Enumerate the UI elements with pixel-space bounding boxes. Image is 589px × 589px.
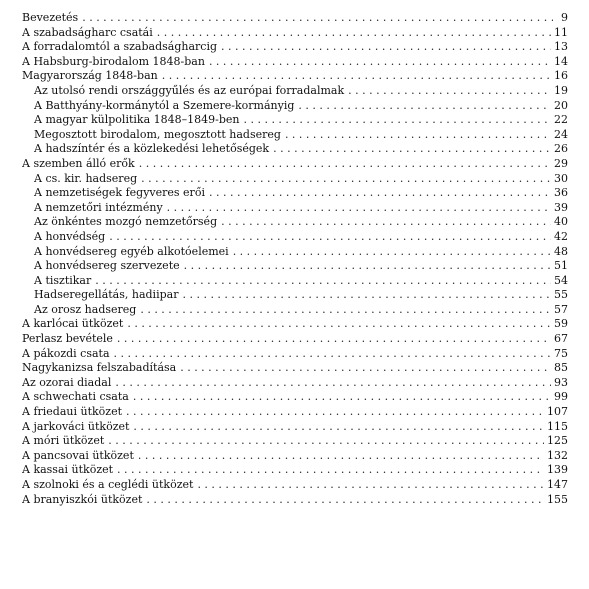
- toc-entry-title: A szemben álló erők: [22, 156, 135, 170]
- toc-entry: [22, 84, 568, 99]
- toc-entry: [22, 463, 568, 478]
- toc-entry-title: A szolnoki és a ceglédi ütközet: [22, 478, 194, 491]
- toc-entry-page-number: 29: [554, 156, 568, 170]
- toc-entry-title: Perlasz bevétele: [22, 332, 113, 346]
- toc-entry-title: A Batthyány-kormánytól a Szemere-kormányig: [34, 98, 295, 112]
- toc-entry: [22, 478, 568, 493]
- toc-entry-page-number: 147: [547, 478, 568, 491]
- dot-leader: [133, 420, 544, 435]
- dot-leader: [82, 11, 553, 26]
- toc-entry-page-number: 93: [554, 375, 568, 389]
- toc-entry-title: A hadszíntér és a közlekedési lehetőségek: [34, 142, 270, 156]
- toc-entry-title: A cs. kir. hadsereg: [34, 171, 138, 185]
- toc-entry-title: Az ozorai diadal: [22, 375, 112, 389]
- toc-entry-title: A nemzetőri intézmény: [34, 200, 163, 214]
- toc-entry-page-number: 125: [547, 434, 568, 448]
- toc-entry-title: A Habsburg-birodalom 1848-ban: [22, 54, 205, 68]
- toc-entry-title: A honvédség: [34, 229, 106, 243]
- toc-entry-page-number: 22: [554, 113, 568, 127]
- toc-entry-page-number: 40: [554, 215, 568, 229]
- dot-leader: [126, 405, 544, 420]
- dot-leader: [180, 361, 551, 376]
- dot-leader: [115, 376, 551, 391]
- toc-entry: [22, 230, 568, 245]
- dot-leader: [117, 332, 551, 347]
- toc-entry-title: A honvédsereg egyéb alkotóelemei: [34, 244, 229, 258]
- toc-entry-title: A forradalomtól a szabadságharcig: [22, 40, 217, 54]
- dot-leader: [138, 449, 544, 464]
- toc-entry: [22, 259, 568, 274]
- toc-entry-page-number: 48: [554, 244, 568, 258]
- toc-entry-title: A szabadságharc csatái: [22, 25, 153, 39]
- toc-entry: [22, 128, 568, 143]
- toc-entry: [22, 347, 568, 362]
- toc-entry-page-number: 26: [554, 142, 568, 156]
- toc-entry-title: Bevezetés: [22, 11, 79, 24]
- dot-leader: [140, 303, 551, 318]
- dot-leader: [167, 201, 551, 216]
- toc-entry-title: A tisztikar: [34, 273, 92, 287]
- toc-entry-page-number: 9: [561, 11, 568, 24]
- dot-leader: [162, 69, 551, 84]
- dot-leader: [273, 142, 551, 157]
- dot-leader: [146, 493, 544, 508]
- toc-entry: [22, 172, 568, 187]
- toc-entry: [22, 317, 568, 332]
- toc-entry-page-number: 67: [554, 332, 568, 346]
- toc-entry: [22, 361, 568, 376]
- toc-entry: [22, 434, 568, 449]
- toc-entry-title: A schwechati csata: [22, 390, 129, 404]
- toc-entry-page-number: 14: [554, 54, 568, 68]
- toc-entry-title: A pancsovai ütközet: [22, 448, 134, 462]
- toc-entry: [22, 186, 568, 201]
- toc-entry-title: A móri ütközet: [22, 434, 105, 448]
- toc-entry: [22, 215, 568, 230]
- dot-leader: [243, 113, 551, 128]
- toc-entry: [22, 449, 568, 464]
- toc-entry: [22, 157, 568, 172]
- dot-leader: [184, 259, 551, 274]
- dot-leader: [109, 230, 551, 245]
- toc-entry-page-number: 85: [554, 361, 568, 375]
- dot-leader: [141, 172, 551, 187]
- toc-entry-title: A magyar külpolitika 1848–1849-ben: [34, 113, 240, 127]
- toc-entry-page-number: 36: [554, 186, 568, 200]
- dot-leader: [127, 317, 551, 332]
- toc-entry: [22, 69, 568, 84]
- dot-leader: [197, 478, 544, 493]
- dot-leader: [209, 186, 551, 201]
- toc-entry-page-number: 13: [554, 40, 568, 54]
- toc-entry-page-number: 107: [547, 405, 568, 419]
- toc-entry: [22, 303, 568, 318]
- toc-entry-title: Az orosz hadsereg: [34, 302, 137, 316]
- toc-entry-page-number: 55: [554, 288, 568, 302]
- dot-leader: [221, 215, 551, 230]
- toc-entry-title: Megosztott birodalom, megosztott hadsereg: [34, 127, 281, 141]
- toc-entry: [22, 142, 568, 157]
- toc-entry: [22, 40, 568, 55]
- toc-entry-title: A jarkováci ütközet: [22, 419, 130, 433]
- dot-leader: [114, 347, 551, 362]
- toc-entry: [22, 288, 568, 303]
- toc-entry: [22, 274, 568, 289]
- toc-entry-page-number: 99: [554, 390, 568, 404]
- toc-entry-page-number: 155: [547, 492, 568, 506]
- toc-entry: [22, 420, 568, 435]
- toc-entry-page-number: 42: [554, 229, 568, 243]
- dot-leader: [221, 40, 551, 55]
- dot-leader: [157, 26, 551, 41]
- toc-entry: [22, 26, 568, 41]
- toc-entry: [22, 493, 568, 508]
- dot-leader: [108, 434, 544, 449]
- toc-entry-page-number: 54: [554, 273, 568, 287]
- dot-leader: [298, 99, 551, 114]
- toc-entry-page-number: 39: [554, 200, 568, 214]
- toc-entry: [22, 332, 568, 347]
- toc-entry-page-number: 59: [554, 317, 568, 331]
- toc-entry-page-number: 19: [554, 83, 568, 97]
- dot-leader: [182, 288, 551, 303]
- toc-entry-page-number: 115: [547, 419, 568, 433]
- toc-entry: [22, 390, 568, 405]
- toc-entry: [22, 201, 568, 216]
- toc-entry-page-number: 11: [554, 25, 568, 39]
- toc-entry: [22, 113, 568, 128]
- toc-entry-page-number: 132: [547, 448, 568, 462]
- table-of-contents: [22, 11, 568, 507]
- toc-entry-page-number: 139: [547, 463, 568, 477]
- toc-entry: [22, 245, 568, 260]
- toc-entry: [22, 11, 568, 26]
- toc-entry-title: A honvédsereg szervezete: [34, 259, 180, 273]
- toc-entry-page-number: 75: [554, 346, 568, 360]
- dot-leader: [117, 463, 544, 478]
- toc-entry-title: A kassai ütközet: [22, 463, 114, 477]
- dot-leader: [348, 84, 551, 99]
- toc-entry-title: Hadseregellátás, hadiipar: [34, 288, 179, 302]
- toc-entry-page-number: 20: [554, 98, 568, 112]
- toc-entry-title: Az utolsó rendi országgyűlés és az európai forradalmak: [34, 83, 345, 97]
- toc-entry-title: Nagykanizsa felszabadítása: [22, 361, 177, 375]
- toc-entry-page-number: 24: [554, 127, 568, 141]
- dot-leader: [209, 55, 551, 70]
- toc-entry: [22, 376, 568, 391]
- toc-entry-title: A nemzetiségek fegyveres erői: [34, 186, 205, 200]
- dot-leader: [95, 274, 551, 289]
- toc-entry-page-number: 57: [554, 302, 568, 316]
- dot-leader: [285, 128, 551, 143]
- dot-leader: [233, 245, 551, 260]
- toc-entry-title: A karlócai ütközet: [22, 317, 124, 331]
- toc-entry: [22, 405, 568, 420]
- toc-entry-page-number: 30: [554, 171, 568, 185]
- toc-entry: [22, 55, 568, 70]
- toc-entry-title: A friedaui ütközet: [22, 405, 123, 419]
- toc-entry-title: Az önkéntes mozgó nemzetőrség: [34, 215, 218, 229]
- toc-entry-title: A branyiszkói ütközet: [22, 492, 143, 506]
- toc-entry-title: A pákozdi csata: [22, 346, 110, 360]
- toc-entry-page-number: 16: [554, 69, 568, 83]
- toc-entry-title: Magyarország 1848-ban: [22, 69, 158, 83]
- toc-entry-page-number: 51: [554, 259, 568, 273]
- dot-leader: [133, 390, 551, 405]
- toc-entry: [22, 99, 568, 114]
- dot-leader: [139, 157, 551, 172]
